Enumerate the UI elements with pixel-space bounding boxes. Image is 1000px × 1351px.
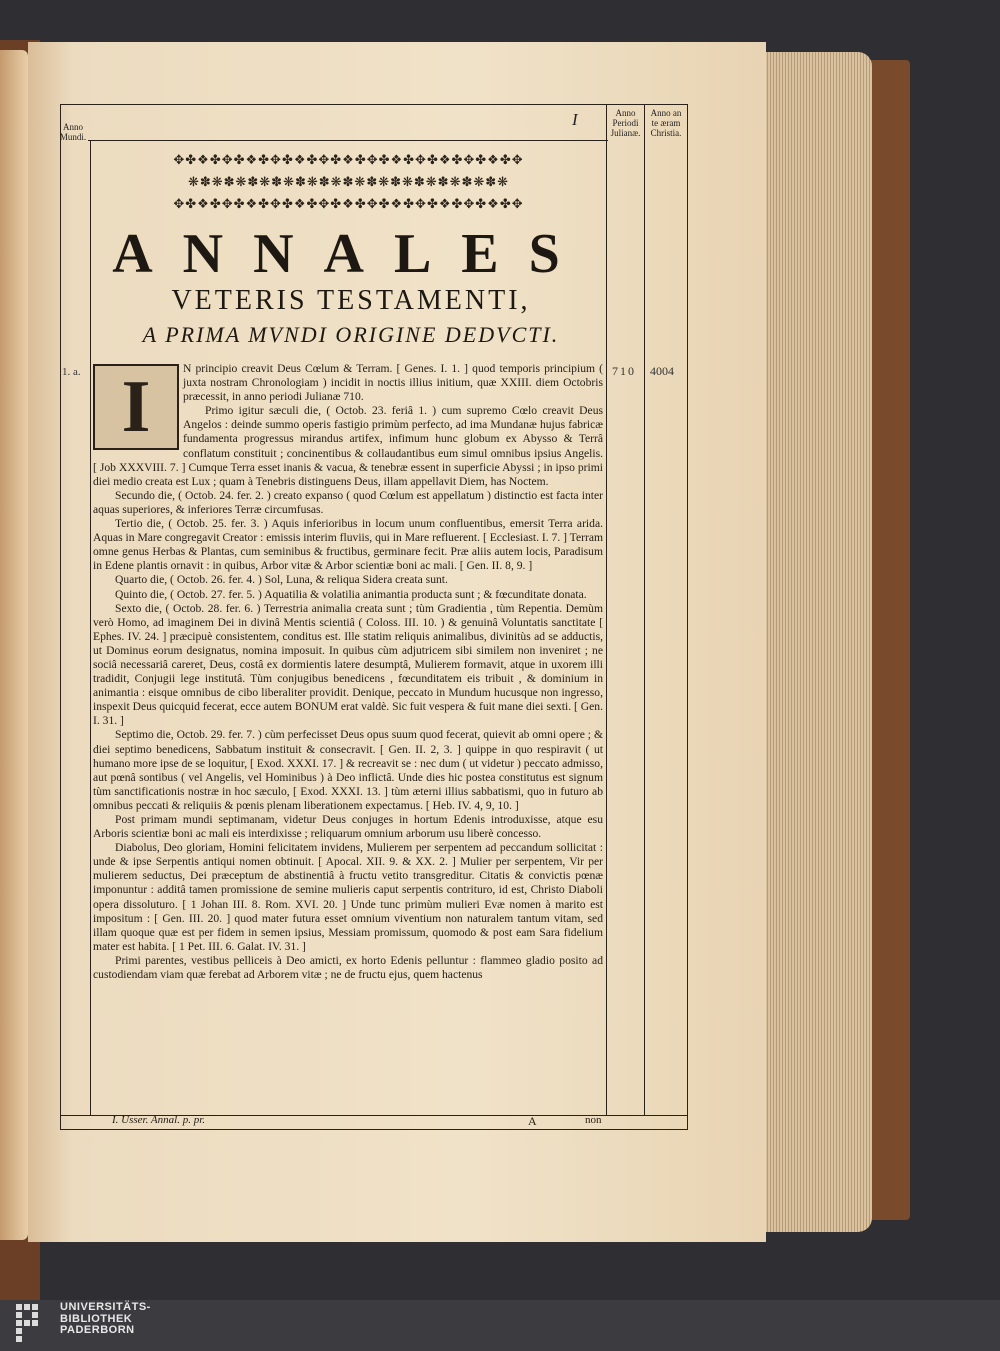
library-name-line1: UNIVERSITÄTS- [60, 1301, 151, 1313]
decorated-initial: I [93, 364, 179, 450]
margin-bc-year: 4004 [650, 364, 674, 378]
paragraph: Septimo die, Octob. 29. fer. 7. ) cùm perfecisset Deus opus suum quod fecerat, quievit ab omni opere ; & diei septimo benedicens, Sabbatum instituit & consecravit. [ Gen. II. 2, 3. ] quippe in quo respiravit ( ut humano more ipse de se loquitur, [ Exod. XXXI. 17. ] & recreavit se : nec dum ( ut videtur ) peccato admisso, aut pœnâ sontibus ( vel Angelis, vel Hominibus ) à Deo inflictâ. Unde dies hic postea constitutus est signum tùm sanctificationis nostræ in hoc sæculo, [ Exod. XXXI. 13. ] tùm æterni illius sabbatismi, quo in futuro ab omnibus peccati & reliquiis & pœnis plenam liberationem expectamus. [ Heb. IV. 4, 9, 10. ] [93, 728, 603, 812]
paragraph: Quinto die, ( Octob. 27. fer. 5. ) Aquatilia & volatilia animantia producta sunt ; & fœcunditate donata. [115, 587, 587, 601]
library-logo-icon [16, 1304, 54, 1346]
left-column-rule [90, 140, 91, 1115]
page-edges [762, 52, 872, 1232]
title-veteris-testamenti: VETERIS TESTAMENTI, [171, 285, 531, 316]
paragraph: Primi parentes, vestibus pelliceis à Deo amicti, ex horto Edenis pelluntur : flammeo gladio posito ad custodiendam viam quæ ferebat ad Arborem vitæ ; ne de fructu ejus, quem hactenus [93, 953, 603, 982]
previous-page-edge [0, 50, 28, 1240]
margin-julian-year: 710 [612, 364, 636, 378]
page-number: I [572, 110, 578, 129]
decorative-headpiece: ✥✤❖✤✥✤❖✤✥✤❖✤✥✤❖✤✥✤❖✤✥✤❖✤✥✤❖✤✥ ❋✽❋✽❋✽❋✽❋✽❋✽❋✽❋✽❋✽❋✽❋✽❋✽❋✽❋ ✥✤❖✤✥✤❖✤✥✤❖✤✥✤❖✤✥✤❖✤✥✤❖✤✥✤❖✤✥ [173, 153, 524, 212]
library-name [60, 1302, 151, 1337]
margin-year-mundi: 1. a. [62, 366, 81, 378]
footer-note: I. Usser. Annal. p. pr. [112, 1114, 206, 1126]
paragraph: Tertio die, ( Octob. 25. fer. 3. ) Aquis inferioribus in locum unum confluentibus, emersit Terra arida. Aquas in Mare congregavit Creator : emissis interim fluviis, qui in Mare refluerent. [ Ecclesiast. I. 7. ] Terram omne genus Herbas & Plantas, cum seminibus & fructibus, germinare fecit. Præ aliis autem locis, Paradisum in Edene plantis ornavit : in quibus, Arbor vitæ & Arbor scientiæ boni ac mali. [ Gen. II. 8, 9. ] [93, 517, 603, 573]
header-rule [88, 140, 608, 141]
library-name-line2: BIBLIOTHEK [60, 1312, 133, 1325]
catchword: non [585, 1114, 602, 1126]
anno-mundi-heading: Anno Mundi. [59, 122, 87, 142]
title-subtitle: A PRIMA MVNDI ORIGINE DEDVCTI. [142, 322, 560, 347]
christian-column-rule [644, 104, 645, 1115]
paragraph: N principio creavit Deus Cœlum & Terram. [ Genes. I. 1. ] quod temporis principium ( juxta nostram Chronologiam ) incidit in noctis illius initium, quæ XXIII. diem Octobris præcessit, in anno periodi Julianæ 710. [183, 362, 603, 404]
anno-ante-christum-heading: Anno an te æram Christia. [650, 108, 682, 138]
paragraph: Diabolus, Deo gloriam, Homini felicitatem invidens, Mulierem per serpentem ad peccandum sollicitat : unde & ipse Serpentis antiqui nomen obtinuit. [ Apocal. XII. 9. & XX. 2. ] Mulier per serpentem, Vir per mulierem seductus, Dei præceptum de abstinentiâ à fructu vetito transgreditur. Citatis & convictis pœnæ imponuntur : additâ tamen promissione de semine mulieris caput serpentis contrituro, id est, Christo Diaboli opera dissoluturo. [ 1 Johan III. 8. Rom. XVI. 20. ] Unde tunc primùm mulieri Evæ nomen à marito est impositum : [ Gen. III. 20. ] quod mater futura esset omnium viventium non naturalem tantum vitam, sed illam quoque quæ est per fidem in semen ipsius, Messiam promissum, quomodo & post eam Sara fidelium mater est habita. [ 1 Pet. III. 6. Galat. IV. 31. ] [93, 841, 603, 953]
library-name-line3: PADERBORN [60, 1324, 135, 1336]
signature-mark: A [528, 1114, 537, 1128]
paragraph: Sexto die, ( Octob. 28. fer. 6. ) Terrestria animalia creata sunt ; tùm Gradientia , tùm Repentia. Demùm verò Homo, ad imaginem Dei in divinâ Mentis scientiâ ( Coloss. III. 10. ) & genuinâ Voluntatis sanctitate [ Ephes. IV. 24. ] præcipuè consistentem, conditus est. Ille statim reliquis animalibus, divinitùs ad se adductis, ut Dominus eorum designatus, nomina imposuit. In quibus cùm adjutricem sibi similem non inveniret ; ne sociâ necessariâ careret, Deus, costâ ex dormientis latere desumptâ, Mulierem formavit, atque in uxorem illi tradidit, Conjugii lege institutâ. Tùm conjugibus benedicens , fœcunditatem eis tribuit , & dominium in animantia : eisque omnibus de cibo liberaliter providit. Denique, peccato in Mundum hucusque non ingresso, inspexit Deus quicquid fecerat, ecce autem BONUM erat valdè. Sic fuit vespera & fuit mane diei sexti. [ Gen. I. 31. ] [93, 601, 603, 728]
paragraph: Post primam mundi septimanam, videtur Deus conjuges in hortum Edenis introduxisse, atque esu Arboris scientiæ boni ac mali eis interdixisse ; reliquarum omnium arborum usu liberè concesso. [93, 813, 603, 841]
paragraph: Primo igitur sæculi die, ( Octob. 23. feriâ 1. ) cum supremo Cœlo creavit Deus Angelos : deinde summo operis fastigio primùm perfecto, ad ima Mundanæ hujus fabricæ fundamenta progressus mirandus artifex, infimum hunc globum ex Abysso & Terrâ conflatum constituit ; concinentibus & collaudantibus eum simul omnibus ipsius Angelis. [ Job XXXVIII. 7. ] Cumque Terra esset inanis & vacua, & tenebræ essent in superficie Abyssi ; in ipso primi diei medio creata est Lux ; quam à Tenebris distinguens Deus, illam appellavit Diem, has Noctem. [93, 404, 603, 488]
paragraph: Secundo die, ( Octob. 24. fer. 2. ) creato expanso ( quod Cœlum est appellatum ) distinctio est facta inter aquas superiores, & inferiores Terræ circumfusas. [93, 488, 603, 516]
title-annales: ANNALES [112, 223, 590, 285]
anno-periodi-juliana-heading: Anno Periodi Julianæ. [610, 108, 641, 138]
body-text [93, 362, 603, 982]
paragraph: Quarto die, ( Octob. 26. fer. 4. ) Sol, Luna, & reliqua Sidera creata sunt. [115, 573, 448, 587]
